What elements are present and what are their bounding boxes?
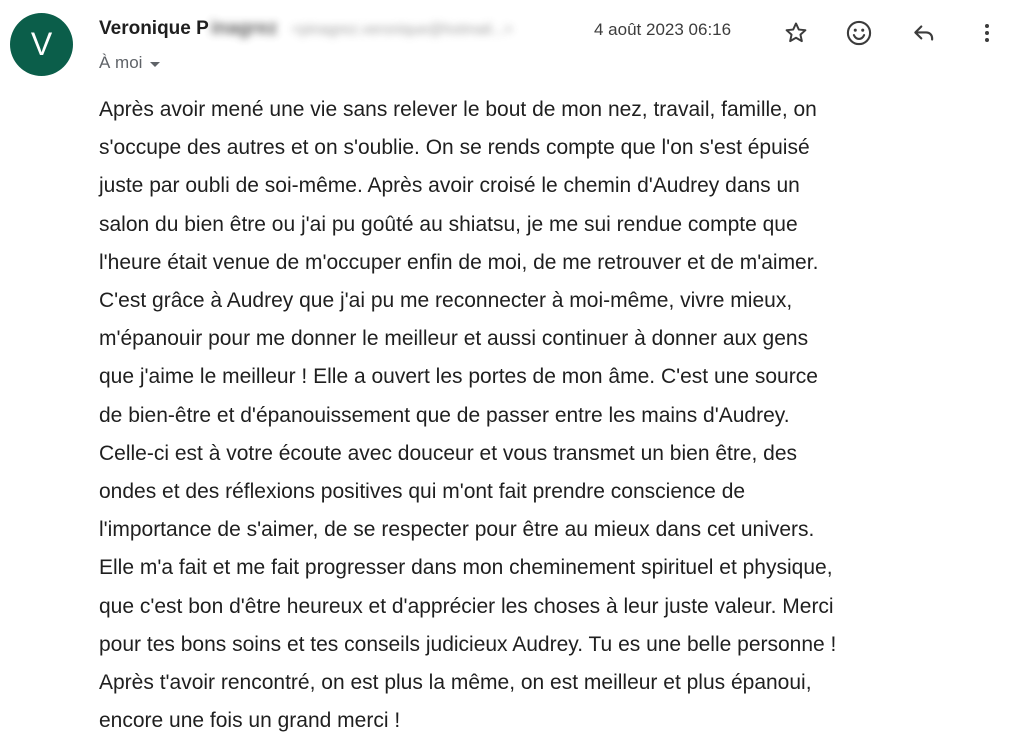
sender-name[interactable]: Veronique P [99, 18, 209, 39]
avatar[interactable] [10, 13, 73, 76]
message-line: de bien-être et d'épanouissement que de passer entre les mains d'Audrey. [99, 403, 790, 427]
message-line: Celle-ci est à votre écoute avec douceur et vous transmet un bien être, des [99, 441, 798, 465]
message-body [99, 91, 1009, 740]
star-button[interactable] [781, 18, 811, 48]
more-options-button[interactable] [972, 18, 1002, 48]
message-line: juste par oubli de soi-même. Après avoir croisé le chemin d'Audrey dans un [99, 174, 800, 198]
message-line: Elle m'a fait et me fait progresser dans mon cheminement spirituel et physique, [99, 556, 833, 580]
more-vert-icon [975, 20, 999, 46]
sender-email-blurred: <pinagrez.veronique@hotmail...> [291, 21, 513, 38]
sender-blurred-details [211, 18, 513, 40]
reply-button[interactable] [909, 18, 939, 48]
message-line: s'occupe des autres et on s'oublie. On se rends compte que l'on s'est épuisé [99, 136, 810, 160]
message-line: Après t'avoir rencontré, on est plus la même, on est meilleur et plus épanoui, [99, 671, 812, 695]
message-line: encore une fois un grand merci ! [99, 709, 401, 733]
caret-down-icon [150, 62, 160, 67]
message-line: ondes et des réflexions positives qui m'ont fait prendre conscience de [99, 480, 746, 504]
message-line: l'heure était venue de m'occuper enfin de moi, de me retrouver et de m'aimer. [99, 250, 819, 274]
message-line: l'importance de s'aimer, de se respecter pour être au mieux dans cet univers. [99, 518, 815, 542]
message-header [99, 18, 1004, 78]
message-line: m'épanouir pour me donner le meilleur et aussi continuer à donner aux gens [99, 327, 809, 351]
message-line: que j'aime le meilleur ! Elle a ouvert les portes de mon âme. C'est une source [99, 365, 818, 389]
message-line: que c'est bon d'être heureux et d'apprécier les choses à leur juste valeur. Merci [99, 594, 834, 618]
message-line: salon du bien être ou j'ai pu goûté au shiatsu, je me sui rendue compte que [99, 212, 798, 236]
message-line: Après avoir mené une vie sans relever le bout de mon nez, travail, famille, on [99, 98, 817, 121]
message-line: C'est grâce à Audrey que j'ai pu me reconnecter à moi-même, vivre mieux, [99, 289, 793, 313]
sender-line [99, 18, 513, 40]
message-line: pour tes bons soins et tes conseils judicieux Audrey. Tu es une belle personne ! [99, 632, 837, 656]
recipient-label: À moi [99, 53, 143, 72]
sender-lastname-blurred: inagrez [210, 18, 278, 39]
recipient-dropdown[interactable] [99, 53, 160, 73]
star-icon [783, 20, 809, 46]
emoji-icon [845, 19, 873, 47]
add-reaction-button[interactable] [844, 18, 874, 48]
avatar-initial: V [30, 26, 53, 62]
message-date: 4 août 2023 06:16 [594, 20, 732, 39]
reply-icon [911, 20, 937, 46]
